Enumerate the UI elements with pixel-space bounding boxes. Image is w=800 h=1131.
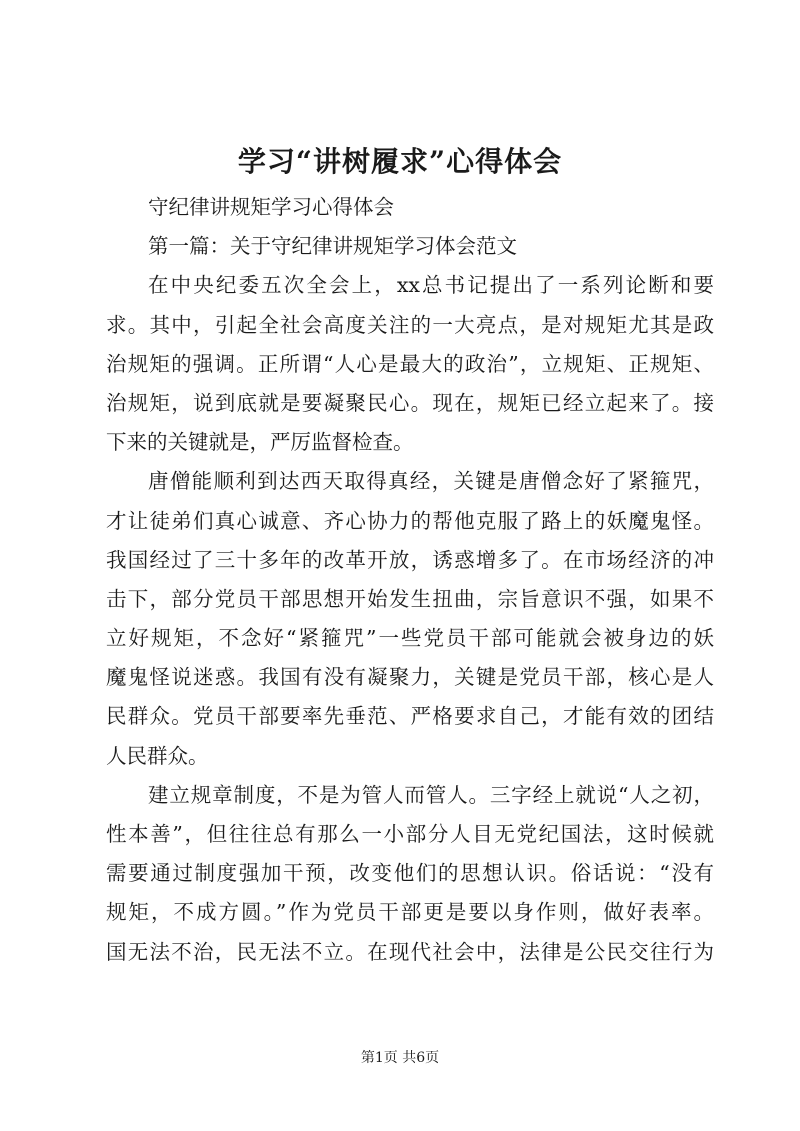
text-line: 治规矩的强调。正所谓“人心是最大的政治”，立规矩、正规矩、 (106, 351, 714, 376)
text-line: 下来的关键就是，严厉监督检查。 (106, 430, 414, 455)
text-line: 治规矩，说到底就是要凝聚民心。现在，规矩已经立起来了。接 (106, 390, 714, 415)
text-line: 国无法不治，民无法不立。在现代社会中，法律是公民交往行为 (106, 939, 714, 964)
page-footer: 第1页 共6页 (360, 1050, 440, 1066)
text-line: 第一篇：关于守纪律讲规矩学习体会范文 (148, 234, 517, 259)
text-line: 求。其中，引起全社会高度关注的一大亮点，是对规矩尤其是政 (106, 312, 714, 337)
text-line: 需要通过制度强加干预，改变他们的思想认识。俗话说：“没有 (106, 861, 714, 886)
paragraph (106, 188, 714, 227)
text-line: 在中央纪委五次全会上，xx总书记提出了一系列论断和要 (148, 273, 714, 298)
text-line: 守纪律讲规矩学习心得体会 (148, 195, 394, 219)
paragraph (106, 266, 714, 462)
text-line: 建立规章制度，不是为管人而管人。三字经上就说“人之初， (148, 782, 714, 807)
paragraph (106, 227, 714, 266)
paragraph (106, 776, 714, 972)
text-line: 规矩，不成方圆。”作为党员干部更是要以身作则，做好表率。 (106, 900, 714, 925)
text-line: 击下，部分党员干部思想开始发生扭曲，宗旨意识不强，如果不 (106, 586, 714, 611)
text-line: 魔鬼怪说迷惑。我国有没有凝聚力，关键是党员干部，核心是人 (106, 665, 714, 690)
text-line: 才让徒弟们真心诚意、齐心协力的帮他克服了路上的妖魔鬼怪。 (106, 508, 714, 533)
text-line: 我国经过了三十多年的改革开放，诱惑增多了。在市场经济的冲 (106, 547, 714, 572)
text-line: 人民群众。 (106, 743, 209, 768)
text-line: 立好规矩，不念好“紧箍咒”一些党员干部可能就会被身边的妖 (106, 626, 714, 651)
text-line: 民群众。党员干部要率先垂范、严格要求自己，才能有效的团结 (106, 704, 714, 729)
paragraph (106, 462, 714, 776)
document-body (106, 188, 714, 972)
document-title: 学习“讲树履求”心得体会 (237, 145, 563, 178)
text-line: 唐僧能顺利到达西天取得真经，关键是唐僧念好了紧箍咒， (148, 469, 714, 494)
text-line: 性本善”，但往往总有那么一小部分人目无党纪国法，这时候就 (106, 822, 714, 846)
